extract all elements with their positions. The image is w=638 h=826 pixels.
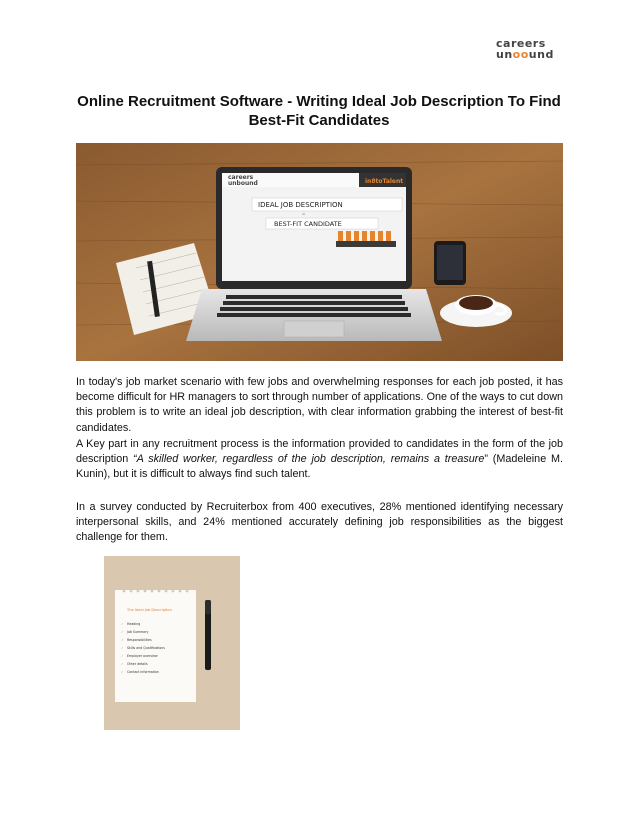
notepad-checklist-image [104, 556, 240, 730]
notepad-item: Skills and Qualifications [127, 646, 165, 650]
notepad-item: Other details [127, 662, 148, 666]
page-title: Online Recruitment Software - Writing Ideal Job Description To Find Best-Fit Candidates [77, 93, 561, 129]
notepad-heading: The Ideal Job Description [127, 608, 172, 612]
quote: “A skilled worker, regardless of the job description, remains a treasure [133, 453, 485, 466]
screen-partner: in8toTalent [365, 178, 404, 185]
svg-text:✓: ✓ [121, 662, 124, 666]
notepad-item: Job Summary [127, 630, 149, 634]
screen-brand-2: unbound [228, 180, 258, 187]
screen-line-1: IDEAL JOB DESCRIPTION [258, 201, 343, 209]
svg-text:✓: ✓ [121, 654, 124, 658]
smartphone [434, 241, 466, 285]
paragraph-intro: In today's job market scenario with few jobs and overwhelming responses for each job posted, it has become difficult for HR managers to sort through number of applications. One of the ways to cut down this problem is to write an ideal job description, with clear information grabbing the interest of best-fit candidates. [76, 376, 563, 434]
hero-image-laptop-desk [76, 143, 563, 361]
notepad-item: Employer overview [127, 654, 158, 658]
notepad-item: Heading [127, 622, 141, 626]
pen [205, 600, 211, 670]
notepad-item: Responsibilities [127, 638, 152, 642]
notepad-item: Contact information [127, 670, 159, 674]
screen-line-2: BEST-FIT CANDIDATE [274, 220, 342, 228]
screen-small: = [302, 211, 306, 216]
laptop [186, 167, 442, 341]
logo-line-1: careers [496, 37, 546, 50]
svg-text:✓: ✓ [121, 638, 124, 642]
careers-unbound-logo [496, 38, 564, 64]
svg-text:✓: ✓ [121, 622, 124, 626]
paragraph-survey: In a survey conducted by Recruiterbox from 400 executives, 28% mentioned identifying necessary interpersonal skills, and 24% mentioned accurately defining job responsibilities as the biggest challenge for them. [76, 501, 563, 544]
svg-text:✓: ✓ [121, 670, 124, 674]
logo-line-2: unoound [496, 48, 554, 61]
screen-brand-1: careers [228, 174, 254, 181]
svg-text:✓: ✓ [121, 630, 124, 634]
paragraph-key-part: A Key part in any recruitment process is the information provided to candidates in the form of the job description “A skilled worker, regardless of the job description, remains a treasure” (Madeleine M. Kunin), but it is difficult to always find such talent. [76, 438, 563, 481]
svg-text:✓: ✓ [121, 646, 124, 650]
